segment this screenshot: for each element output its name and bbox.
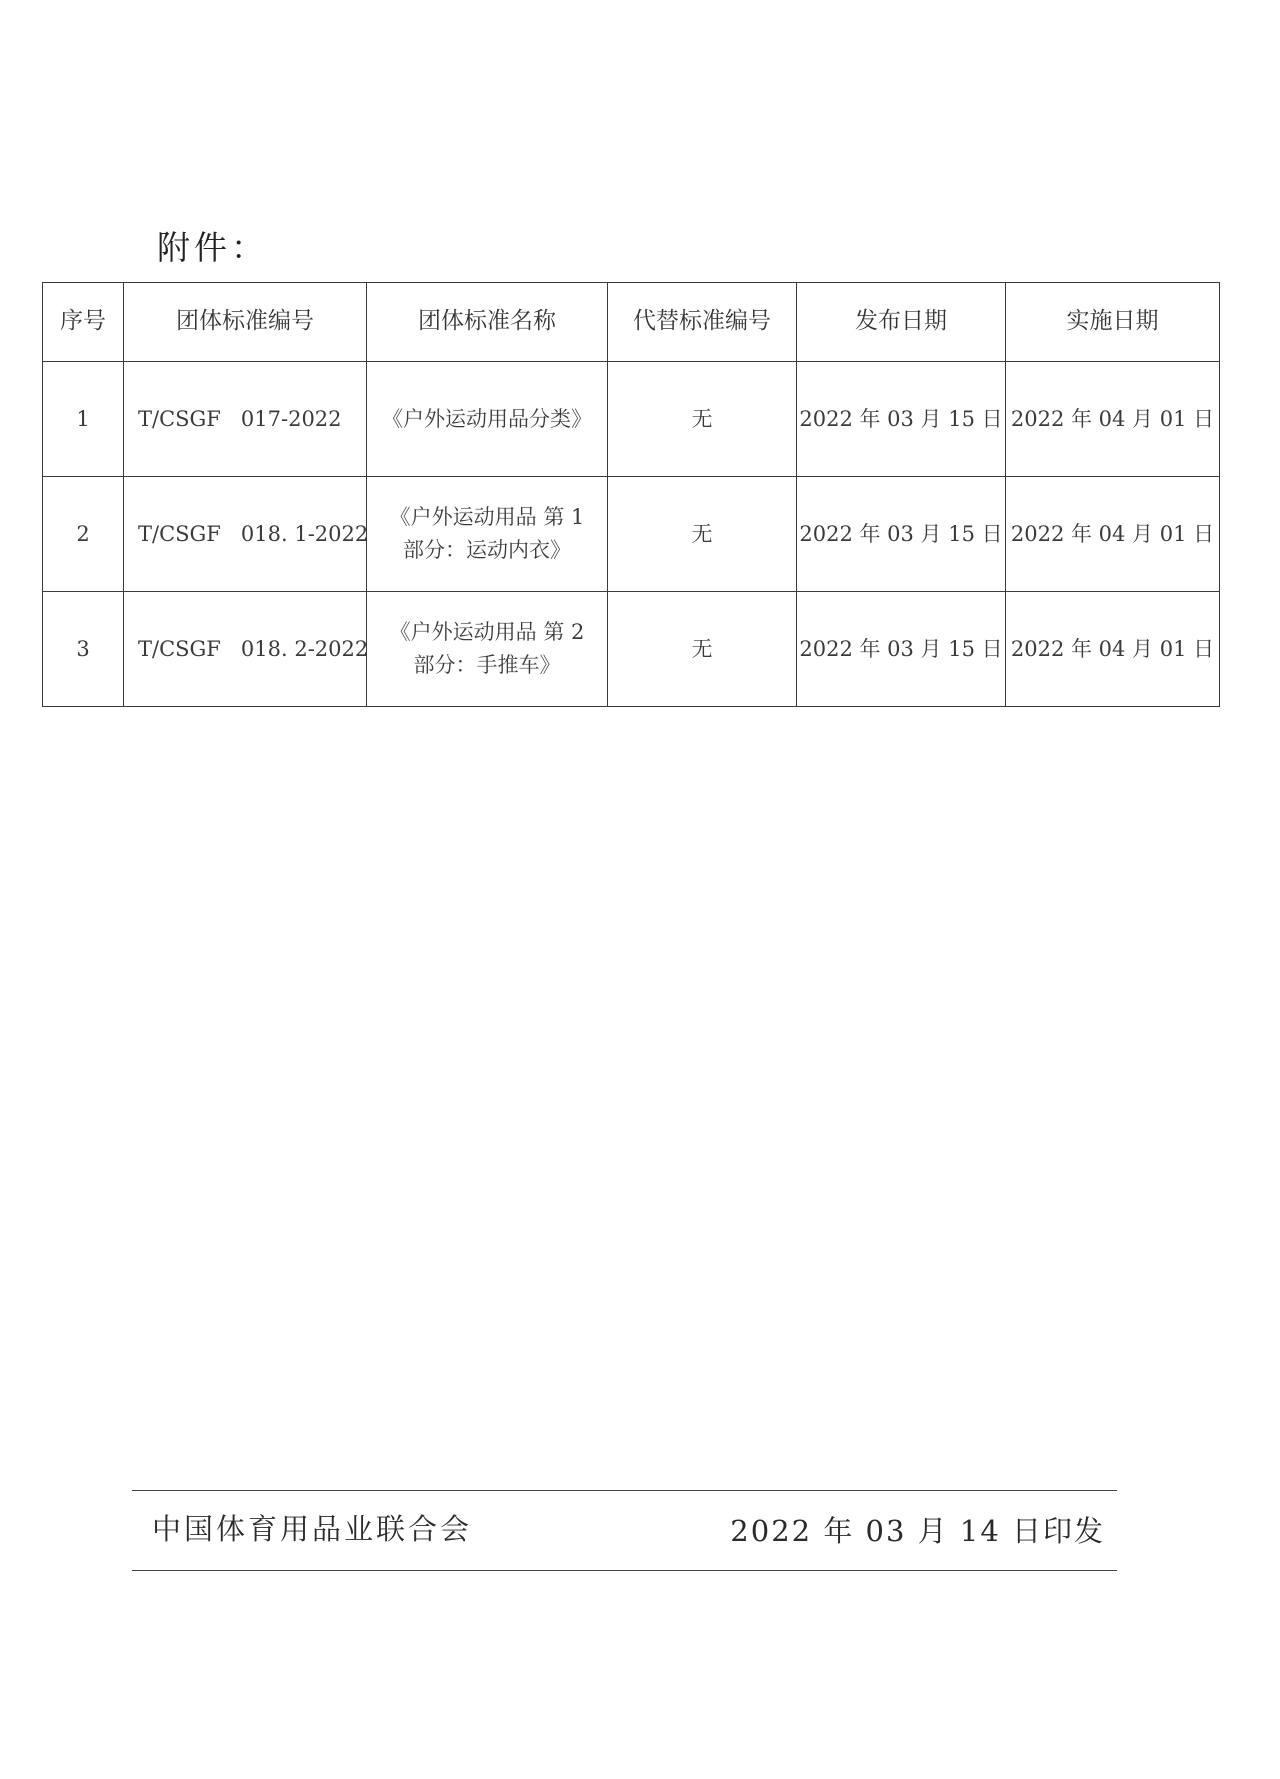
effective-date-cell: 2022 年 04 月 01 日 [1006, 592, 1220, 707]
standard-code-cell: T/CSGF 017-2022 [124, 362, 367, 477]
table-row [43, 362, 1220, 477]
header-seq: 序号 [43, 283, 124, 362]
attachment-heading: 附件： [157, 228, 268, 267]
replaced-code-cell: 无 [608, 362, 797, 477]
footer-bottom-rule [132, 1570, 1117, 1571]
standard-name-line: 部分：运动内衣》 [403, 538, 571, 562]
header-standard-name: 团体标准名称 [367, 283, 608, 362]
publish-date-cell: 2022 年 03 月 15 日 [797, 592, 1006, 707]
seq-cell: 3 [43, 592, 124, 707]
seq-cell: 2 [43, 477, 124, 592]
standard-code-cell: T/CSGF 018. 1-2022 [124, 477, 367, 592]
standard-name-line: 部分：手推车》 [413, 653, 561, 677]
standard-name-cell [367, 477, 608, 592]
replaced-code-cell: 无 [608, 477, 797, 592]
header-publish-date: 发布日期 [797, 283, 1006, 362]
header-effective-date: 实施日期 [1006, 283, 1220, 362]
standard-name-cell [367, 592, 608, 707]
standard-name-line: 《户外运动用品分类》 [382, 406, 592, 431]
publish-date-cell: 2022 年 03 月 15 日 [797, 362, 1006, 477]
seq-cell: 1 [43, 362, 124, 477]
effective-date-cell: 2022 年 04 月 01 日 [1006, 477, 1220, 592]
table-header-row [43, 283, 1220, 362]
standard-name-line: 《户外运动用品 第 2 [389, 620, 585, 645]
table-row [43, 477, 1220, 592]
effective-date-cell: 2022 年 04 月 01 日 [1006, 362, 1220, 477]
header-replaced-code: 代替标准编号 [608, 283, 797, 362]
standards-table [42, 282, 1220, 707]
standard-name-cell [367, 362, 608, 477]
standard-name-line: 《户外运动用品 第 1 [389, 505, 585, 530]
issuer-name: 中国体育用品业联合会 [152, 1512, 473, 1546]
footer-top-rule [132, 1490, 1117, 1491]
header-standard-code: 团体标准编号 [124, 283, 367, 362]
publish-date-cell: 2022 年 03 月 15 日 [797, 477, 1006, 592]
standard-code-cell: T/CSGF 018. 2-2022 [124, 592, 367, 707]
issue-date: 2022 年 03 月 14 日印发 [730, 1514, 1105, 1548]
table-row [43, 592, 1220, 707]
replaced-code-cell: 无 [608, 592, 797, 707]
